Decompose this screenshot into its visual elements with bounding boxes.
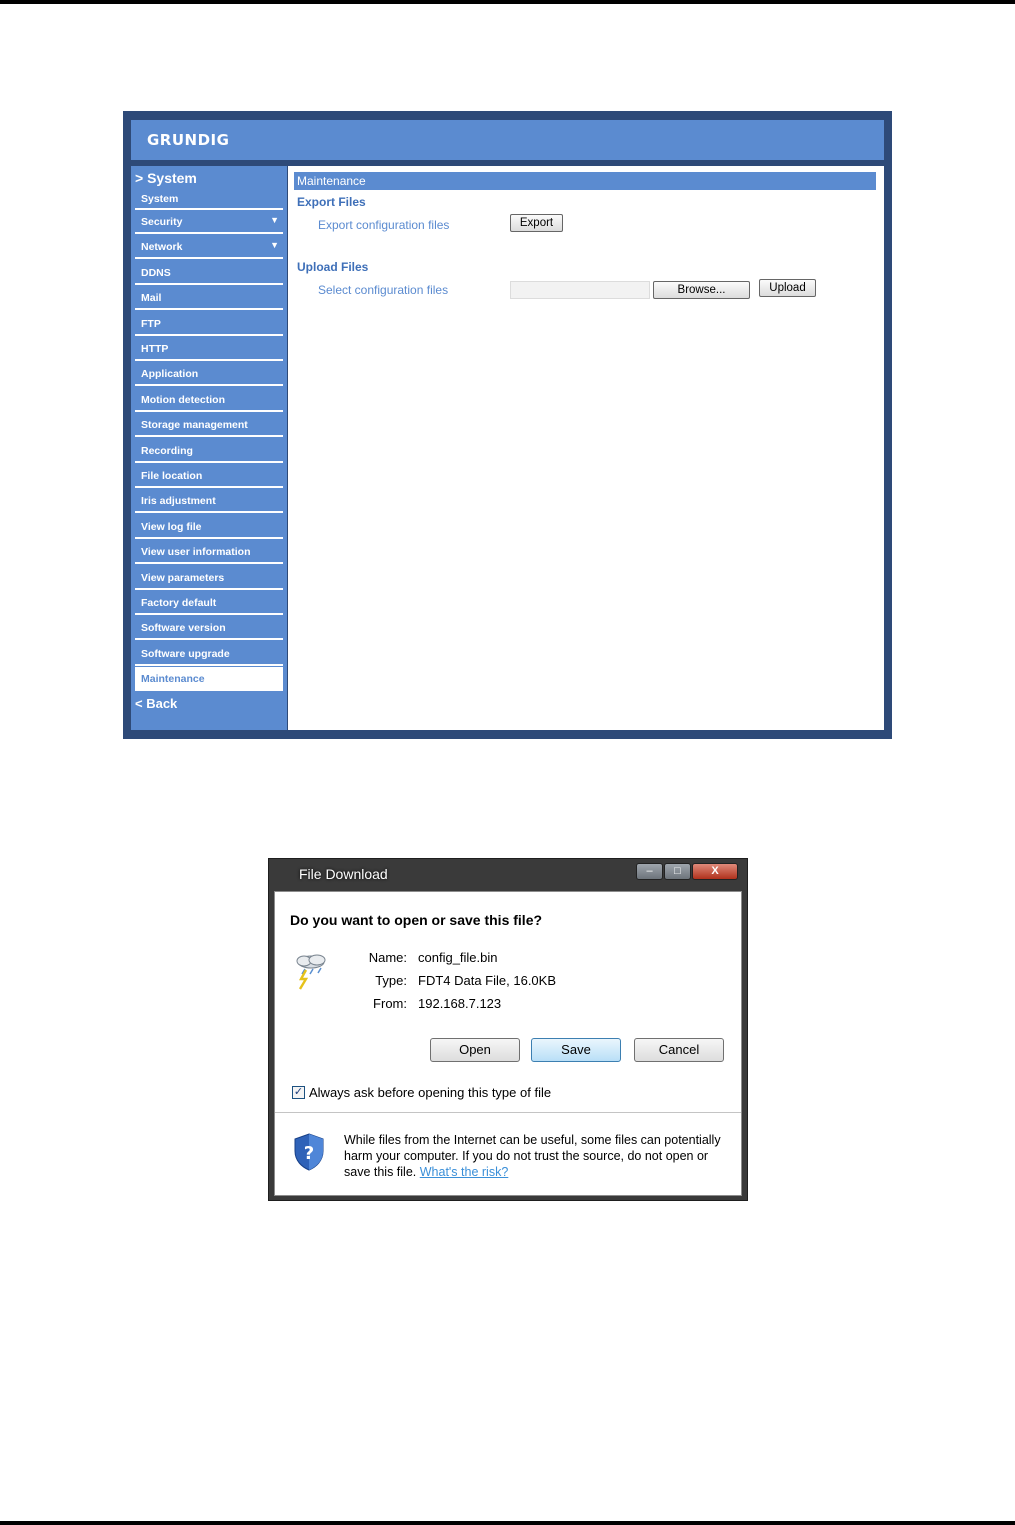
sidebar-item-label: DDNS	[141, 266, 171, 279]
sidebar-item-security[interactable]	[135, 210, 283, 234]
sidebar-item-label: HTTP	[141, 343, 169, 355]
always-ask-checkbox[interactable]: ✓	[293, 1086, 304, 1098]
security-warning	[344, 1132, 736, 1180]
sidebar-item-label: Motion detection	[141, 393, 225, 406]
sidebar-item-iris-adjustment[interactable]	[135, 489, 283, 513]
sidebar-item-label: Storage management	[141, 419, 248, 432]
dialog-title: File Download	[299, 866, 388, 882]
name-key: Name:	[368, 950, 407, 965]
sidebar-item-label: Iris adjustment	[141, 495, 216, 508]
sidebar-item-label: System	[141, 193, 179, 205]
sidebar-item-view-parameters[interactable]	[135, 566, 283, 590]
sidebar-item-factory-default[interactable]	[135, 591, 283, 615]
dialog-question: Do you want to open or save this file?	[290, 912, 543, 928]
sidebar-item-label: Software upgrade	[141, 647, 230, 660]
sidebar-item-label: Mail	[141, 292, 162, 305]
sidebar-item-network[interactable]	[135, 235, 283, 259]
sidebar-item-label: View parameters	[141, 571, 225, 584]
sidebar-item-label: View user information	[141, 546, 251, 559]
header-bar	[131, 120, 884, 160]
triangle-down-icon[interactable]: ▼	[270, 240, 279, 251]
shield-question-icon	[292, 1132, 326, 1172]
sidebar-item-label: View log file	[141, 520, 202, 533]
file-path-input[interactable]	[510, 281, 650, 299]
sidebar-item-motion-detection[interactable]	[135, 388, 283, 412]
sidebar-item-label: Recording	[141, 444, 193, 457]
upload-section-title: Upload Files	[297, 260, 369, 274]
type-value: FDT4 Data File, 16.0KB	[418, 973, 556, 988]
svg-text:?: ?	[303, 1143, 315, 1164]
sidebar-item-maintenance[interactable]	[135, 667, 283, 691]
sidebar-item-software-upgrade[interactable]	[135, 642, 283, 666]
upload-button[interactable]: Upload	[759, 279, 816, 297]
export-button[interactable]: Export	[510, 214, 563, 232]
sidebar-item-software-version[interactable]	[135, 616, 283, 640]
back-link[interactable]: < Back	[135, 696, 178, 711]
browse-button[interactable]: Browse...	[653, 281, 750, 299]
open-button[interactable]: Open	[430, 1038, 520, 1062]
sidebar-item-system[interactable]	[135, 190, 283, 210]
sidebar-item-label: Network	[141, 241, 183, 254]
sidebar-item-recording[interactable]	[135, 439, 283, 463]
triangle-down-icon[interactable]: ▼	[270, 215, 279, 225]
sidebar-item-ddns[interactable]	[135, 261, 283, 285]
export-label: Export configuration files	[318, 218, 450, 232]
always-ask-label[interactable]: Always ask before opening this type of file	[309, 1085, 552, 1100]
camera-web-ui	[123, 111, 892, 739]
upload-label: Select configuration files	[318, 283, 449, 297]
sidebar-item-file-location[interactable]	[135, 464, 283, 488]
sidebar-item-label: Security	[141, 216, 183, 228]
file-download-dialog	[268, 858, 748, 1201]
sidebar-item-view-user-information[interactable]	[135, 540, 283, 564]
close-button[interactable]: X	[692, 863, 738, 880]
main-content	[288, 166, 884, 730]
save-button[interactable]: Save	[531, 1038, 621, 1062]
weather-cloud-lightning-icon	[291, 952, 331, 996]
page-title: Maintenance	[294, 172, 876, 190]
sidebar-item-mail[interactable]	[135, 286, 283, 310]
sidebar-item-label: Application	[141, 368, 199, 381]
from-key: From:	[373, 996, 407, 1011]
sidebar-item-label: Maintenance	[141, 673, 205, 686]
from-value: 192.168.7.123	[418, 996, 502, 1011]
sidebar-item-application[interactable]	[135, 362, 283, 386]
sidebar-item-label: FTP	[141, 317, 161, 330]
name-value: config_file.bin	[418, 950, 498, 965]
sidebar-item-label: Factory default	[141, 597, 217, 609]
maximize-button[interactable]: □	[664, 863, 691, 880]
sidebar-item-http[interactable]	[135, 337, 283, 361]
top-rule	[0, 0, 1015, 4]
sidebar-item-ftp[interactable]	[135, 312, 283, 336]
sidebar-item-storage-management[interactable]	[135, 413, 283, 437]
cancel-button[interactable]: Cancel	[634, 1038, 724, 1062]
type-key: Type:	[375, 973, 407, 988]
sidebar-item-label: Software version	[141, 622, 226, 635]
sidebar	[131, 166, 287, 730]
warning-text: While files from the Internet can be useful, some files can potentially harm your computer. If you do not trust the source, do not open or save this file.	[344, 1133, 721, 1179]
dialog-body	[274, 891, 742, 1196]
minimize-button[interactable]: –	[636, 863, 663, 880]
sidebar-item-view-log-file[interactable]	[135, 515, 283, 539]
dialog-divider	[275, 1112, 741, 1113]
bottom-rule	[0, 1521, 1015, 1525]
sidebar-item-label: File location	[141, 470, 203, 482]
whats-the-risk-link[interactable]: What's the risk?	[419, 1165, 509, 1179]
brand-logo: GRUNDIG	[147, 131, 230, 149]
export-section-title: Export Files	[297, 195, 366, 209]
sidebar-header-system[interactable]: > System	[135, 170, 197, 186]
